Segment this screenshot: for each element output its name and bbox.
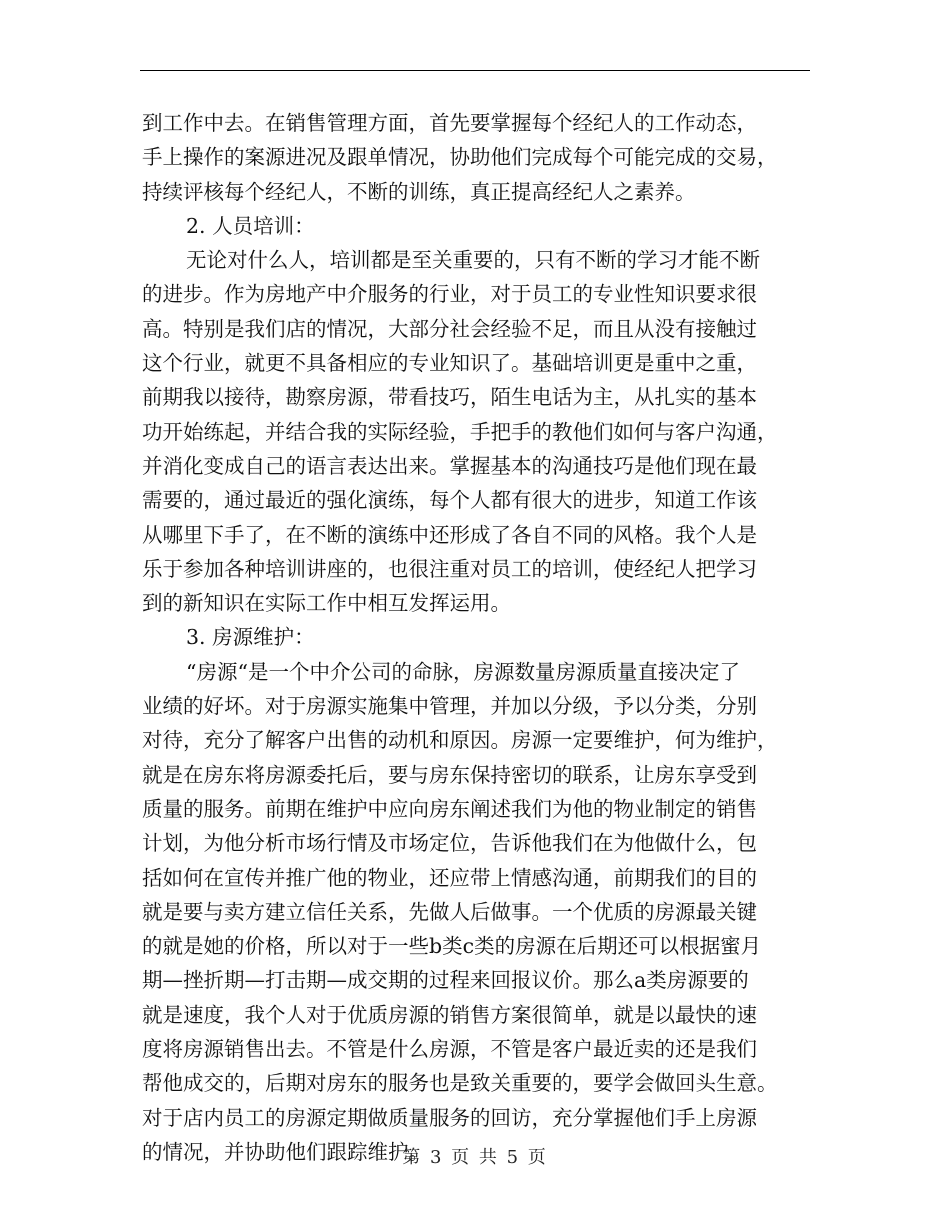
paragraph-line: 质量的服务。前期在维护中应向房东阐述我们为他的物业制定的销售 bbox=[142, 796, 757, 821]
paragraph-line: “房源“是一个中介公司的命脉，房源数量房源质量直接决定了 bbox=[186, 659, 740, 684]
header-rule bbox=[140, 70, 810, 71]
paragraph-line: 到工作中去。在销售管理方面，首先要掌握每个经纪人的工作动态， bbox=[142, 111, 757, 135]
paragraph-line: 的情况，并协助他们跟踪维护。 bbox=[142, 1139, 429, 1164]
paragraph-line: 度将房源销售出去。不管是什么房源，不管是客户最近卖的还是我们 bbox=[142, 1037, 757, 1062]
paragraph-line: 期—挫折期—打击期—成交期的过程来回报议价。那么a类房源要的 bbox=[142, 968, 749, 993]
paragraph-line: 无论对什么人，培训都是至关重要的，只有不断的学习才能不断 bbox=[186, 248, 760, 273]
paragraph-line: 功开始练起，并结合我的实际经验，手把手的教他们如何与客户沟通， bbox=[142, 419, 778, 444]
paragraph-line: 持续评核每个经纪人，不断的训练，真正提高经纪人之素养。 bbox=[142, 179, 696, 204]
page-number-footer: 第 3 页 共 5 页 bbox=[402, 1147, 548, 1168]
paragraph-line: 从哪里下手了，在不断的演练中还形成了各自不同的风格。我个人是 bbox=[142, 522, 757, 547]
paragraph-line: 高。特别是我们店的情况，大部分社会经验不足，而且从没有接触过 bbox=[142, 316, 757, 341]
paragraph-line: 帮他成交的，后期对房东的服务也是致关重要的，要学会做回头生意。 bbox=[142, 1071, 778, 1096]
paragraph-line: 需要的，通过最近的强化演练，每个人都有很大的进步，知道工作该 bbox=[142, 488, 757, 513]
paragraph-line: 对于店内员工的房源定期做质量服务的回访，充分掌握他们手上房源 bbox=[142, 1105, 757, 1130]
paragraph-line: 并消化变成自己的语言表达出来。掌握基本的沟通技巧是他们现在最 bbox=[142, 453, 757, 478]
paragraph-line: 就是在房东将房源委托后，要与房东保持密切的联系，让房东享受到 bbox=[142, 762, 757, 787]
paragraph-line: 括如何在宣传并推广他的物业，还应带上情感沟通，前期我们的目的 bbox=[142, 865, 757, 890]
paragraph-line: 对待，充分了解客户出售的动机和原因。房源一定要维护，何为维护， bbox=[142, 728, 778, 753]
paragraph-line: 到的新知识在实际工作中相互发挥运用。 bbox=[142, 591, 511, 616]
paragraph-line: 就是速度，我个人对于优质房源的销售方案很简单，就是以最快的速 bbox=[142, 1002, 757, 1027]
body-text bbox=[142, 106, 812, 1169]
section-heading-training: 2. 人员培训： bbox=[186, 213, 315, 238]
paragraph-line: 业绩的好坏。对于房源实施集中管理，并加以分级，予以分类，分别 bbox=[142, 694, 757, 719]
paragraph-line: 手上操作的案源进况及跟单情况，协助他们完成每个可能完成的交易， bbox=[142, 145, 778, 170]
paragraph-line: 前期我以接待，勘察房源，带看技巧，陌生电话为主，从扎实的基本 bbox=[142, 385, 757, 410]
paragraph-line: 的进步。作为房地产中介服务的行业，对于员工的专业性知识要求很 bbox=[142, 282, 757, 307]
section-heading-maintenance: 3. 房源维护： bbox=[186, 625, 315, 650]
paragraph-line: 就是要与卖方建立信任关系，先做人后做事。一个优质的房源最关键 bbox=[142, 899, 757, 924]
paragraph-line: 乐于参加各种培训讲座的，也很注重对员工的培训，使经纪人把学习 bbox=[142, 556, 757, 581]
paragraph-line: 的就是她的价格，所以对于一些b类c类的房源在后期还可以根据蜜月 bbox=[142, 934, 762, 959]
paragraph-line: 这个行业，就更不具备相应的专业知识了。基础培训更是重中之重， bbox=[142, 351, 757, 376]
paragraph-line: 计划，为他分析市场行情及市场定位，告诉他我们在为他做什么，包 bbox=[142, 831, 757, 856]
